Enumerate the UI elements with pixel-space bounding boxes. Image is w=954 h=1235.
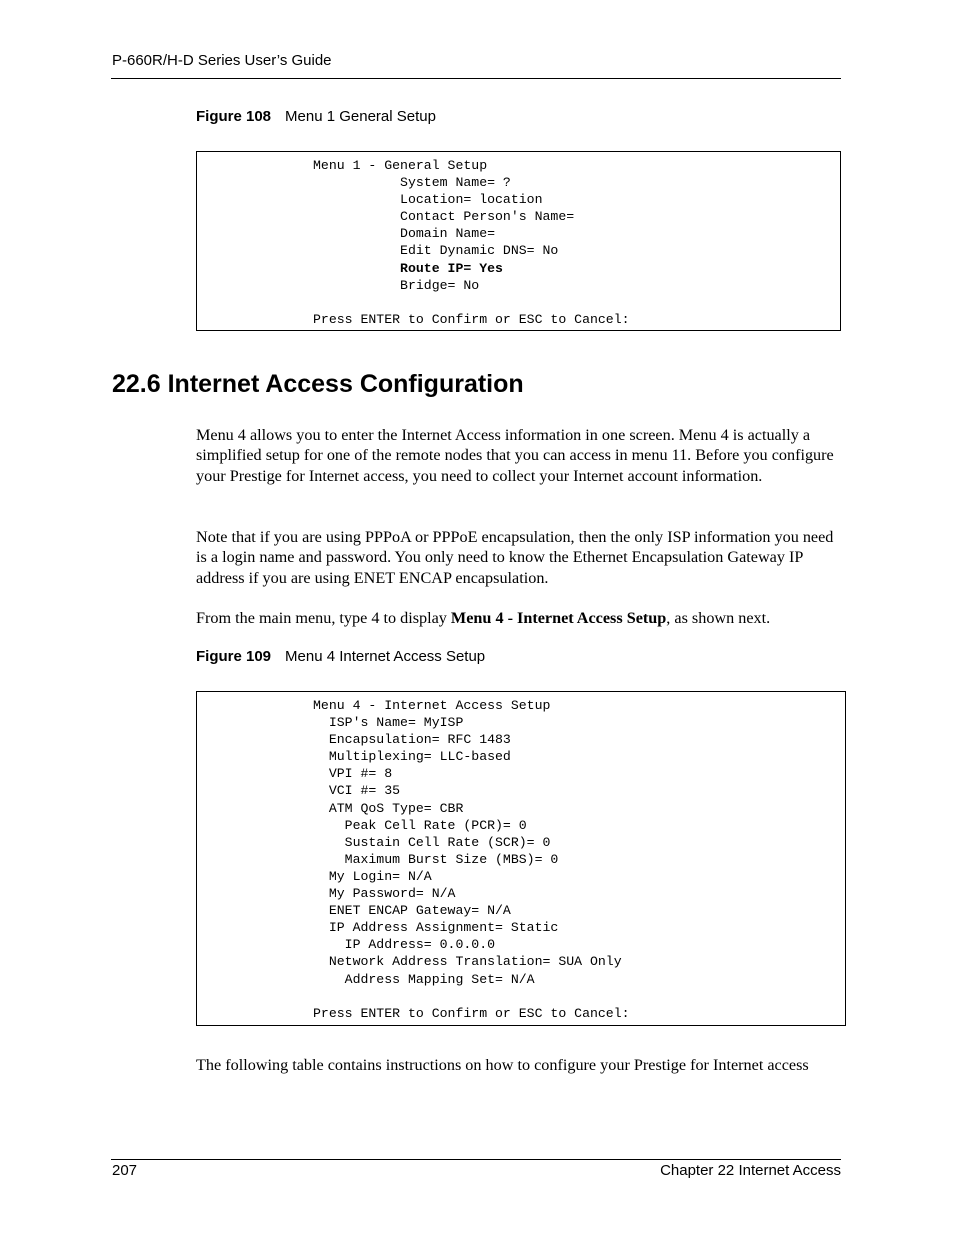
section-title: 22.6 Internet Access Configuration <box>112 370 524 398</box>
figure-108-title: Menu 1 General Setup <box>285 108 436 125</box>
menu-1-text <box>313 157 630 328</box>
menu-4-reference: Menu 4 - Internet Access Setup <box>450 609 667 627</box>
paragraph-text-part: From the main menu, type 4 to display <box>196 609 451 627</box>
menu-1-line: Bridge= No <box>313 277 480 293</box>
paragraph-menu4-intro <box>196 425 846 486</box>
figure-108-caption <box>196 108 436 125</box>
menu-1-line: Location= location <box>313 192 543 208</box>
figure-108-label: Figure 108 <box>196 108 272 125</box>
figure-109-caption <box>196 648 485 665</box>
menu-4-line: VCI #= 35 <box>313 783 401 799</box>
menu-1-line <box>313 294 630 311</box>
paragraph-encapsulation-note <box>196 527 846 588</box>
paragraph-text: The following table contains instructions on how to configure your Prestige for Internet access <box>196 1056 809 1074</box>
header-divider <box>111 78 841 79</box>
menu-4-line: Address Mapping Set= N/A <box>313 971 535 987</box>
paragraph-text <box>196 608 846 628</box>
paragraph-table-intro <box>196 1055 856 1075</box>
menu-4-screen <box>196 691 846 1026</box>
paragraph-text: Menu 4 allows you to enter the Internet Access information in one screen. Menu 4 is actually a simplified setup for one of the remote nodes that you can access in menu 11. Before you configure your Prestige for Internet access, you need to collect your Internet account information. <box>196 426 834 485</box>
menu-4-line: Peak Cell Rate (PCR)= 0 <box>313 817 527 833</box>
menu-4-line: Encapsulation= RFC 1483 <box>313 732 511 748</box>
footer-divider <box>111 1159 841 1160</box>
menu-1-line-route-ip: Route IP= Yes <box>313 260 503 276</box>
menu-4-line: Press ENTER to Confirm or ESC to Cancel: <box>313 1005 630 1021</box>
menu-4-line: Menu 4 - Internet Access Setup <box>313 698 551 713</box>
menu-4-line: IP Address= 0.0.0.0 <box>313 937 496 953</box>
figure-109-label: Figure 109 <box>196 648 272 665</box>
chapter-footer: Chapter 22 Internet Access <box>660 1162 841 1179</box>
menu-1-line: Press ENTER to Confirm or ESC to Cancel: <box>313 311 630 327</box>
menu-4-line: Sustain Cell Rate (SCR)= 0 <box>313 834 551 850</box>
paragraph-main-menu <box>196 608 846 628</box>
menu-4-line: Network Address Translation= SUA Only <box>313 954 622 970</box>
menu-4-line: My Login= N/A <box>313 868 432 884</box>
paragraph-text-part: , as shown next. <box>666 609 771 627</box>
paragraph-text: Note that if you are using PPPoA or PPPoE encapsulation, then the only ISP information you need is a login name and password. You only need to know the Ethernet Encapsulation Gateway IP address if you are using ENET ENCAP encapsulation. <box>196 528 834 587</box>
menu-1-line: Edit Dynamic DNS= No <box>313 243 559 259</box>
menu-4-line: Maximum Burst Size (MBS)= 0 <box>313 851 559 867</box>
menu-4-line <box>313 988 630 1005</box>
menu-4-line: IP Address Assignment= Static <box>313 920 559 936</box>
menu-4-line: ATM QoS Type= CBR <box>313 800 464 816</box>
running-header: P-660R/H-D Series User’s Guide <box>112 52 332 69</box>
menu-4-line: VPI #= 8 <box>313 766 393 782</box>
menu-4-text <box>313 697 630 1022</box>
figure-109-title: Menu 4 Internet Access Setup <box>285 648 486 665</box>
menu-1-line: Domain Name= <box>313 226 496 242</box>
menu-4-line: ISP's Name= MyISP <box>313 715 464 731</box>
page-number: 207 <box>112 1162 138 1179</box>
menu-4-line: My Password= N/A <box>313 886 456 902</box>
menu-1-line: Menu 1 - General Setup <box>313 158 488 173</box>
menu-1-line: System Name= ? <box>313 175 511 191</box>
menu-4-line: Multiplexing= LLC-based <box>313 749 511 765</box>
menu-1-line: Contact Person's Name= <box>313 209 575 225</box>
menu-1-screen <box>196 151 841 331</box>
menu-4-line: ENET ENCAP Gateway= N/A <box>313 903 511 919</box>
